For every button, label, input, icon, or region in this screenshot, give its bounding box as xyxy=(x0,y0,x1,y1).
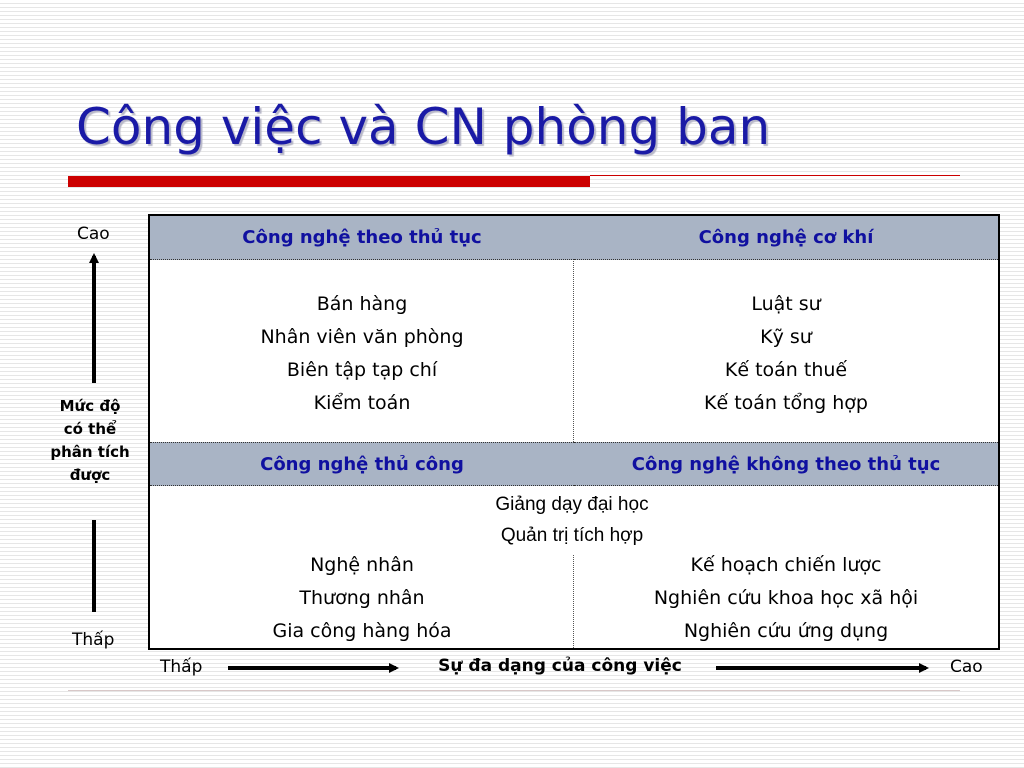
header-routine-technology: Công nghệ theo thủ tục xyxy=(150,216,574,260)
callout-line: Quản trị tích hợp xyxy=(500,525,644,546)
list-item: Kế toán tổng hợp xyxy=(704,392,868,414)
list-item: Gia công hàng hóa xyxy=(272,620,452,642)
horizontal-axis-title: Sự đa dạng của công việc xyxy=(438,656,682,676)
list-item: Bán hàng xyxy=(316,293,408,315)
callout-line: Giảng dạy đại học xyxy=(495,494,649,515)
header-nonroutine-technology: Công nghệ không theo thủ tục xyxy=(574,442,998,486)
footer-rule xyxy=(68,690,960,691)
horizontal-axis-high-label: Cao xyxy=(950,657,983,677)
list-item: Nghiên cứu ứng dụng xyxy=(683,620,889,642)
vertical-axis-high-label: Cao xyxy=(77,224,110,244)
list-item: Luật sư xyxy=(751,293,821,315)
list-item: Biên tập tạp chí xyxy=(286,359,438,381)
list-item: Kiểm toán xyxy=(313,392,411,414)
list-item: Nghiên cứu khoa học xã hội xyxy=(653,587,919,609)
header-engineering-technology: Công nghệ cơ khí xyxy=(574,216,998,260)
header-craft-technology: Công nghệ thủ công xyxy=(150,442,574,486)
list-item: Nghệ nhân xyxy=(310,554,414,576)
list-item: Kỹ sư xyxy=(760,326,812,348)
list-item: Kế hoạch chiến lược xyxy=(690,554,882,576)
vertical-axis-low-label: Thấp xyxy=(72,630,115,650)
horizontal-axis-low-label: Thấp xyxy=(160,657,203,677)
list-item: Nhân viên văn phòng xyxy=(260,326,464,348)
list-item: Thương nhân xyxy=(299,587,425,609)
vertical-axis-title: Mức độ có thể phân tích được xyxy=(50,397,130,484)
list-item: Kế toán thuế xyxy=(724,359,848,381)
slide-title: Công việc và CN phòng ban xyxy=(76,98,771,156)
